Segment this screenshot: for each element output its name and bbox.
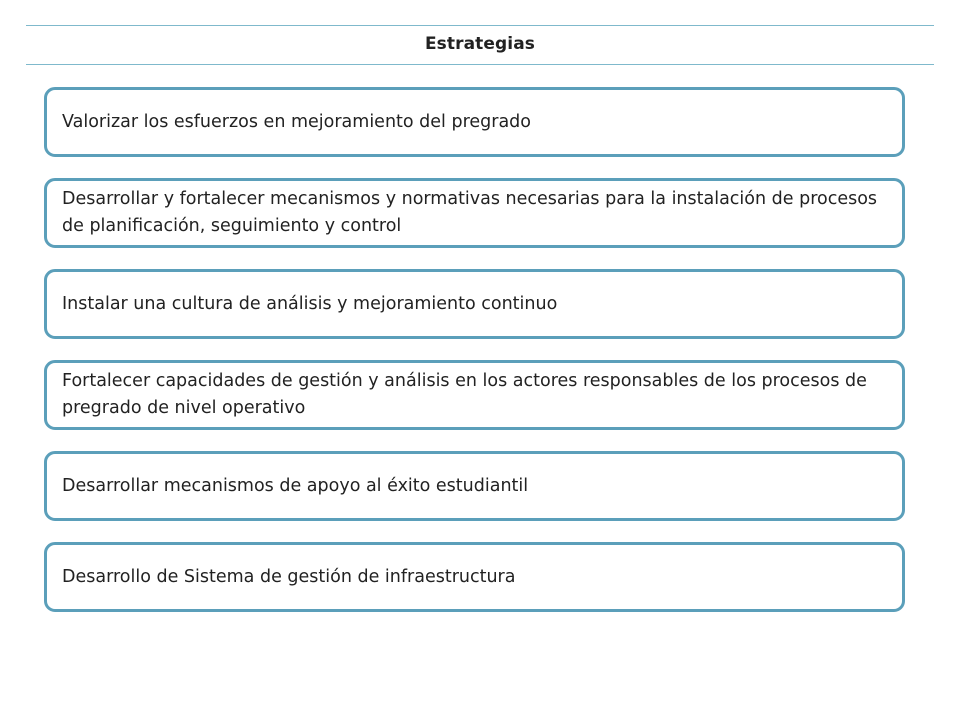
strategy-text: Fortalecer capacidades de gestión y análisis en los actores responsables de los procesos de pregrado de nivel operativo bbox=[62, 371, 867, 418]
header-bottom-rule bbox=[26, 64, 934, 65]
strategy-text: Desarrollar y fortalecer mecanismos y normativas necesarias para la instalación de procesos de planificación, seguimiento y control bbox=[62, 189, 878, 236]
strategy-list bbox=[44, 87, 905, 633]
strategy-text: Desarrollar mecanismos de apoyo al éxito estudiantil bbox=[62, 475, 529, 496]
strategy-box-5 bbox=[44, 451, 905, 521]
header-top-rule bbox=[26, 25, 934, 26]
strategy-box-4 bbox=[44, 360, 905, 430]
strategy-text: Desarrollo de Sistema de gestión de infraestructura bbox=[62, 566, 516, 587]
page-title: Estrategias bbox=[424, 34, 536, 54]
strategy-box-3 bbox=[44, 269, 905, 339]
strategy-text: Valorizar los esfuerzos en mejoramiento del pregrado bbox=[62, 111, 531, 132]
strategy-text: Instalar una cultura de análisis y mejoramiento continuo bbox=[62, 293, 558, 314]
strategy-box-1 bbox=[44, 87, 905, 157]
strategy-box-2 bbox=[44, 178, 905, 248]
strategy-box-6 bbox=[44, 542, 905, 612]
